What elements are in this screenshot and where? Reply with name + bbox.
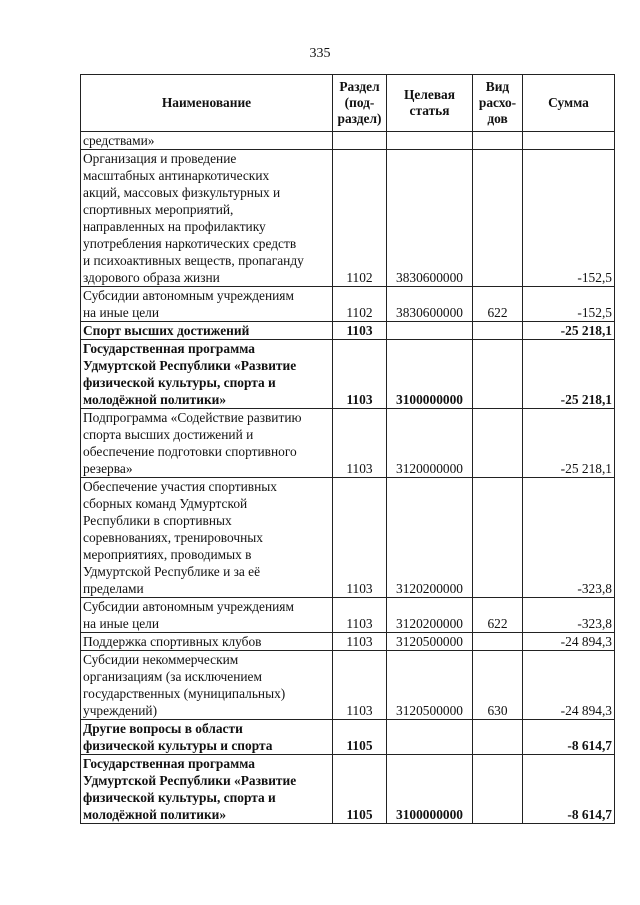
row-type-cell xyxy=(473,409,523,478)
row-name-cell: средствами» xyxy=(81,132,333,150)
row-sum-cell: -25 218,1 xyxy=(523,340,615,409)
row-type-cell xyxy=(473,340,523,409)
row-type-cell: 630 xyxy=(473,651,523,720)
row-type-cell: 622 xyxy=(473,598,523,633)
row-section-cell: 1105 xyxy=(333,755,387,824)
header-section: Раздел (под- раздел) xyxy=(333,75,387,132)
table-row xyxy=(81,651,615,720)
row-section-cell: 1105 xyxy=(333,720,387,755)
row-section-cell: 1102 xyxy=(333,150,387,287)
table-header-row xyxy=(81,75,615,132)
row-target-cell xyxy=(387,322,473,340)
row-name-cell: Обеспечение участия спортивных сборных команд Удмуртской Республики в спортивных соревнованиях, тренировочных мероприятиях, проводимых в Удмуртской Республике и за её пределами xyxy=(81,478,333,598)
row-sum-cell: -25 218,1 xyxy=(523,322,615,340)
row-sum-cell: -323,8 xyxy=(523,598,615,633)
row-name-cell: Субсидии автономным учреждениям на иные цели xyxy=(81,287,333,322)
row-name-cell: Государственная программа Удмуртской Республики «Развитие физической культуры, спорта и молодёжной политики» xyxy=(81,755,333,824)
row-type-cell xyxy=(473,150,523,287)
row-section-cell: 1103 xyxy=(333,478,387,598)
row-sum-cell: -152,5 xyxy=(523,150,615,287)
header-target: Целевая статья xyxy=(387,75,473,132)
row-type-cell xyxy=(473,322,523,340)
row-sum-cell: -24 894,3 xyxy=(523,633,615,651)
row-name-cell: Спорт высших достижений xyxy=(81,322,333,340)
row-target-cell: 3100000000 xyxy=(387,340,473,409)
row-target-cell: 3830600000 xyxy=(387,287,473,322)
row-sum-cell: -25 218,1 xyxy=(523,409,615,478)
row-name-cell: Государственная программа Удмуртской Республики «Развитие физической культуры, спорта и молодёжной политики» xyxy=(81,340,333,409)
row-target-cell: 3100000000 xyxy=(387,755,473,824)
row-target-cell: 3120000000 xyxy=(387,409,473,478)
table-row xyxy=(81,598,615,633)
row-section-cell: 1103 xyxy=(333,633,387,651)
table-row xyxy=(81,755,615,824)
row-section-cell xyxy=(333,132,387,150)
row-target-cell xyxy=(387,720,473,755)
row-section-cell: 1102 xyxy=(333,287,387,322)
row-target-cell: 3120500000 xyxy=(387,633,473,651)
table-row xyxy=(81,633,615,651)
row-name-cell: Организация и проведение масштабных антинаркотических акций, массовых физкультурных и спортивных мероприятий, направленных на профилактику употребления наркотических средств и психоактивных веществ, пропаганду здорового образа жизни xyxy=(81,150,333,287)
table-row xyxy=(81,287,615,322)
row-type-cell xyxy=(473,478,523,598)
row-type-cell xyxy=(473,755,523,824)
row-target-cell: 3120500000 xyxy=(387,651,473,720)
row-sum-cell: -8 614,7 xyxy=(523,720,615,755)
table-row xyxy=(81,478,615,598)
table-row xyxy=(81,409,615,478)
row-sum-cell xyxy=(523,132,615,150)
row-name-cell: Субсидии некоммерческим организациям (за исключением государственных (муниципальных) учреждений) xyxy=(81,651,333,720)
row-sum-cell: -24 894,3 xyxy=(523,651,615,720)
table-row xyxy=(81,720,615,755)
header-name: Наименование xyxy=(81,75,333,132)
header-sum: Сумма xyxy=(523,75,615,132)
row-name-cell: Другие вопросы в области физической культуры и спорта xyxy=(81,720,333,755)
row-section-cell: 1103 xyxy=(333,598,387,633)
row-type-cell: 622 xyxy=(473,287,523,322)
row-sum-cell: -152,5 xyxy=(523,287,615,322)
table-row xyxy=(81,132,615,150)
row-name-cell: Субсидии автономным учреждениям на иные цели xyxy=(81,598,333,633)
page-number: 335 xyxy=(309,46,331,61)
table-row xyxy=(81,322,615,340)
row-section-cell: 1103 xyxy=(333,322,387,340)
table-row xyxy=(81,340,615,409)
row-target-cell xyxy=(387,132,473,150)
row-type-cell xyxy=(473,132,523,150)
row-sum-cell: -323,8 xyxy=(523,478,615,598)
row-type-cell xyxy=(473,720,523,755)
row-section-cell: 1103 xyxy=(333,409,387,478)
row-sum-cell: -8 614,7 xyxy=(523,755,615,824)
row-name-cell: Подпрограмма «Содействие развитию спорта высших достижений и обеспечение подготовки спортивного резерва» xyxy=(81,409,333,478)
row-type-cell xyxy=(473,633,523,651)
row-name-cell: Поддержка спортивных клубов xyxy=(81,633,333,651)
row-target-cell: 3120200000 xyxy=(387,478,473,598)
table-row xyxy=(81,150,615,287)
header-type: Вид расхо- дов xyxy=(473,75,523,132)
row-target-cell: 3830600000 xyxy=(387,150,473,287)
row-target-cell: 3120200000 xyxy=(387,598,473,633)
row-section-cell: 1103 xyxy=(333,340,387,409)
budget-table xyxy=(80,74,615,824)
row-section-cell: 1103 xyxy=(333,651,387,720)
